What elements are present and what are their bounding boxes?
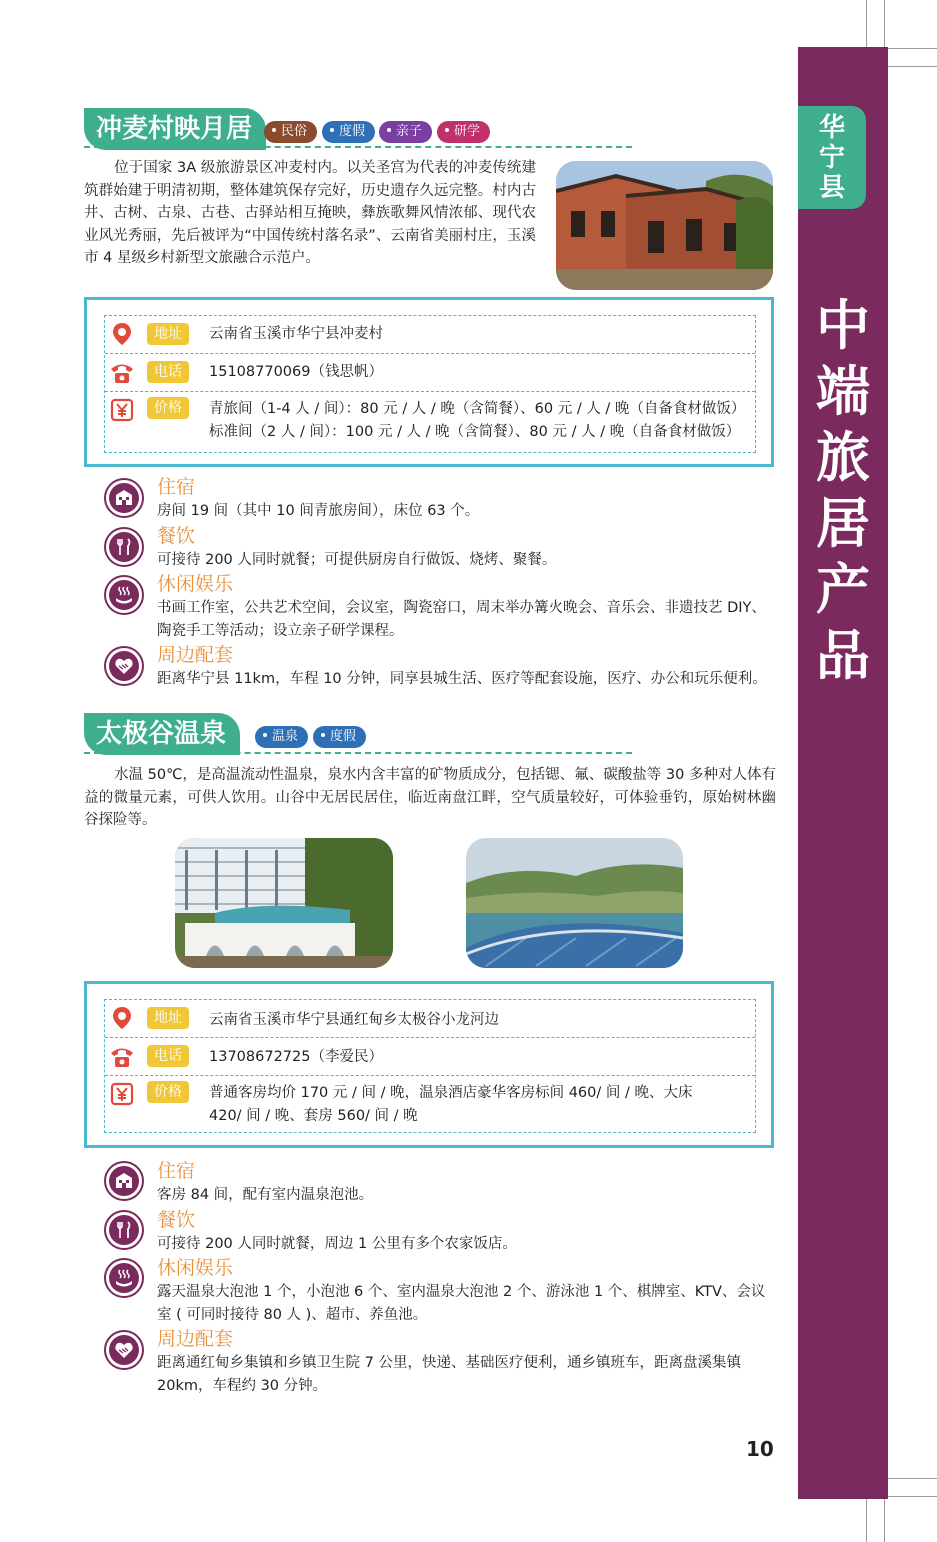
section-title: 冲麦村映月居 bbox=[84, 108, 266, 150]
facility-title: 餐饮 bbox=[157, 1209, 196, 1231]
hotel-icon bbox=[104, 1161, 144, 1201]
info-inner bbox=[104, 315, 756, 453]
info-box bbox=[84, 981, 774, 1148]
info-inner bbox=[104, 999, 756, 1133]
handshake-icon bbox=[104, 646, 144, 686]
tag-hot-spring bbox=[255, 726, 308, 748]
facility-text: 露天温泉大泡池 1 个，小泡池 6 个、室内温泉大泡池 2 个、游泳池 1 个、棋牌室、KTV、会议室 ( 可同时接待 80 人 )、超市、养鱼池。 bbox=[157, 1284, 766, 1323]
handshake-icon bbox=[104, 1330, 144, 1370]
facility-text: 距离通红甸乡集镇和乡镇卫生院 7 公里，快递、基础医疗便利，通乡镇班车，距离盘溪集镇 20km，车程约 30 分钟。 bbox=[157, 1355, 741, 1394]
sidebar-title-char: 中 bbox=[816, 293, 870, 357]
facility-title: 住宿 bbox=[157, 476, 196, 498]
facility-title: 餐饮 bbox=[157, 525, 196, 547]
county-char: 宁 bbox=[818, 142, 845, 173]
tag-label: 度假 bbox=[339, 124, 366, 139]
price-line: 标准间（2 人 / 间）：100 元 / 人 / 晚（含简餐）、80 元 / 人 / 晚（自备食材做饭） bbox=[209, 424, 741, 440]
sidebar-title-char: 居 bbox=[816, 491, 870, 555]
tag-label: 度假 bbox=[330, 729, 357, 744]
price-tag-icon bbox=[109, 1081, 135, 1107]
facility-title: 住宿 bbox=[157, 1160, 196, 1182]
phone-row bbox=[105, 354, 755, 392]
price-row bbox=[105, 1076, 755, 1134]
price-line: 普通客房均价 170 元 / 间 / 晚，温泉酒店豪华客房标间 460/ 间 / 晚、大床 bbox=[209, 1085, 693, 1101]
address-text: 云南省玉溪市华宁县通红甸乡太极谷小龙河边 bbox=[209, 1012, 499, 1028]
crop-mark bbox=[866, 1496, 867, 1542]
tag-vacation bbox=[313, 726, 366, 748]
telephone-icon bbox=[109, 360, 135, 386]
tag-label: 研学 bbox=[454, 124, 481, 139]
phone-label: 电话 bbox=[147, 361, 189, 383]
section-underline bbox=[84, 146, 632, 148]
infinity-pool-photo bbox=[466, 838, 683, 968]
tag-study bbox=[437, 121, 490, 143]
county-tab bbox=[798, 106, 866, 209]
sidebar-title-char: 端 bbox=[816, 359, 870, 423]
description-text: 水温 50℃，是高温流动性温泉，泉水内含丰富的矿物质成分，包括锶、氟、碳酸盐等 30 多种对人体有益的微量元素，可供人饮用。山谷中无居民居住，临近南盘江畔，空气质量较好，可体验垂钓，原始树林幽谷探险等。 bbox=[84, 767, 776, 829]
hot-spring-icon bbox=[104, 1258, 144, 1298]
sidebar-title-char: 产 bbox=[816, 557, 870, 621]
section-description bbox=[84, 157, 536, 270]
facility-text: 书画工作室，公共艺术空间，会议室，陶瓷窑口，周末举办篝火晚会、音乐会、非遗技艺 DIY、陶瓷手工等活动；设立亲子研学课程。 bbox=[157, 600, 766, 639]
facility-text: 房间 19 间（其中 10 间青旅房间），床位 63 个。 bbox=[157, 503, 480, 519]
hot-spring-icon bbox=[104, 575, 144, 615]
sidebar-title-char: 旅 bbox=[816, 425, 870, 489]
tag-family bbox=[379, 121, 432, 143]
facility-text: 客房 84 间，配有室内温泉泡池。 bbox=[157, 1187, 374, 1203]
address-label: 地址 bbox=[147, 323, 189, 345]
section-description bbox=[84, 764, 776, 832]
description-text: 位于国家 3A 级旅游景区冲麦村内。以关圣宫为代表的冲麦传统建筑群始建于明清初期，整体建筑保存完好，历史遗存久远完整。村内古井、古树、古泉、古巷、古驿站相互掩映，彝族歌舞风情浓郁、现代农业风光秀丽，先后被评为“中国传统村落名录”、云南省美丽村庄，玉溪市 4 星级乡村新型文旅融合示范户。 bbox=[84, 160, 536, 267]
sidebar-band bbox=[798, 47, 888, 1499]
tag-label: 温泉 bbox=[272, 729, 299, 744]
village-building-photo bbox=[556, 161, 773, 290]
telephone-icon bbox=[109, 1044, 135, 1070]
tag-vacation bbox=[322, 121, 375, 143]
hotel-icon bbox=[104, 478, 144, 518]
facility-text: 可接待 200 人同时就餐；可提供厨房自行做饭、烧烤、聚餐。 bbox=[157, 552, 557, 568]
crop-mark bbox=[866, 0, 867, 50]
hot-spring-hotel-photo bbox=[175, 838, 393, 968]
price-line: 青旅间（1-4 人 / 间）：80 元 / 人 / 晚（含简餐）、60 元 / 人 / 晚（自备食材做饭） bbox=[209, 401, 746, 417]
location-pin-icon bbox=[109, 321, 135, 347]
price-tag-icon bbox=[109, 397, 135, 423]
price-label: 价格 bbox=[147, 397, 189, 419]
tag-label: 亲子 bbox=[396, 124, 423, 139]
section-title: 太极谷温泉 bbox=[84, 713, 240, 755]
dining-icon bbox=[104, 1210, 144, 1250]
crop-mark bbox=[884, 48, 937, 49]
price-label: 价格 bbox=[147, 1081, 189, 1103]
facility-text: 可接待 200 人同时就餐，周边 1 公里有多个农家饭店。 bbox=[157, 1236, 517, 1252]
address-row bbox=[105, 1000, 755, 1038]
address-row bbox=[105, 316, 755, 354]
phone-text: 15108770069（钱思帆） bbox=[209, 364, 383, 380]
facility-title: 休闲娱乐 bbox=[157, 573, 234, 595]
tag-folk bbox=[264, 121, 317, 143]
phone-text: 13708672725（李爱民） bbox=[209, 1049, 383, 1065]
county-char: 华 bbox=[818, 112, 845, 143]
phone-row bbox=[105, 1038, 755, 1076]
facility-title: 周边配套 bbox=[157, 644, 234, 666]
address-text: 云南省玉溪市华宁县冲麦村 bbox=[209, 326, 383, 342]
facility-text: 距离华宁县 11km，车程 10 分钟，同享县城生活、医疗等配套设施，医疗、办公和玩乐便利。 bbox=[157, 671, 767, 687]
tag-label: 民俗 bbox=[281, 124, 308, 139]
crop-mark bbox=[888, 66, 937, 67]
facility-title: 休闲娱乐 bbox=[157, 1257, 234, 1279]
price-line: 420/ 间 / 晚、套房 560/ 间 / 晚 bbox=[209, 1108, 418, 1124]
page-number: 10 bbox=[746, 1437, 774, 1461]
info-box bbox=[84, 297, 774, 467]
sidebar-title-char: 品 bbox=[816, 623, 870, 687]
dining-icon bbox=[104, 527, 144, 567]
location-pin-icon bbox=[109, 1005, 135, 1031]
phone-label: 电话 bbox=[147, 1045, 189, 1067]
price-row bbox=[105, 392, 755, 454]
crop-mark bbox=[884, 1496, 937, 1497]
address-label: 地址 bbox=[147, 1007, 189, 1029]
sidebar-title bbox=[798, 292, 888, 688]
facility-title: 周边配套 bbox=[157, 1328, 234, 1350]
county-char: 县 bbox=[818, 172, 845, 203]
crop-mark bbox=[888, 1478, 937, 1479]
section-underline bbox=[84, 752, 632, 754]
